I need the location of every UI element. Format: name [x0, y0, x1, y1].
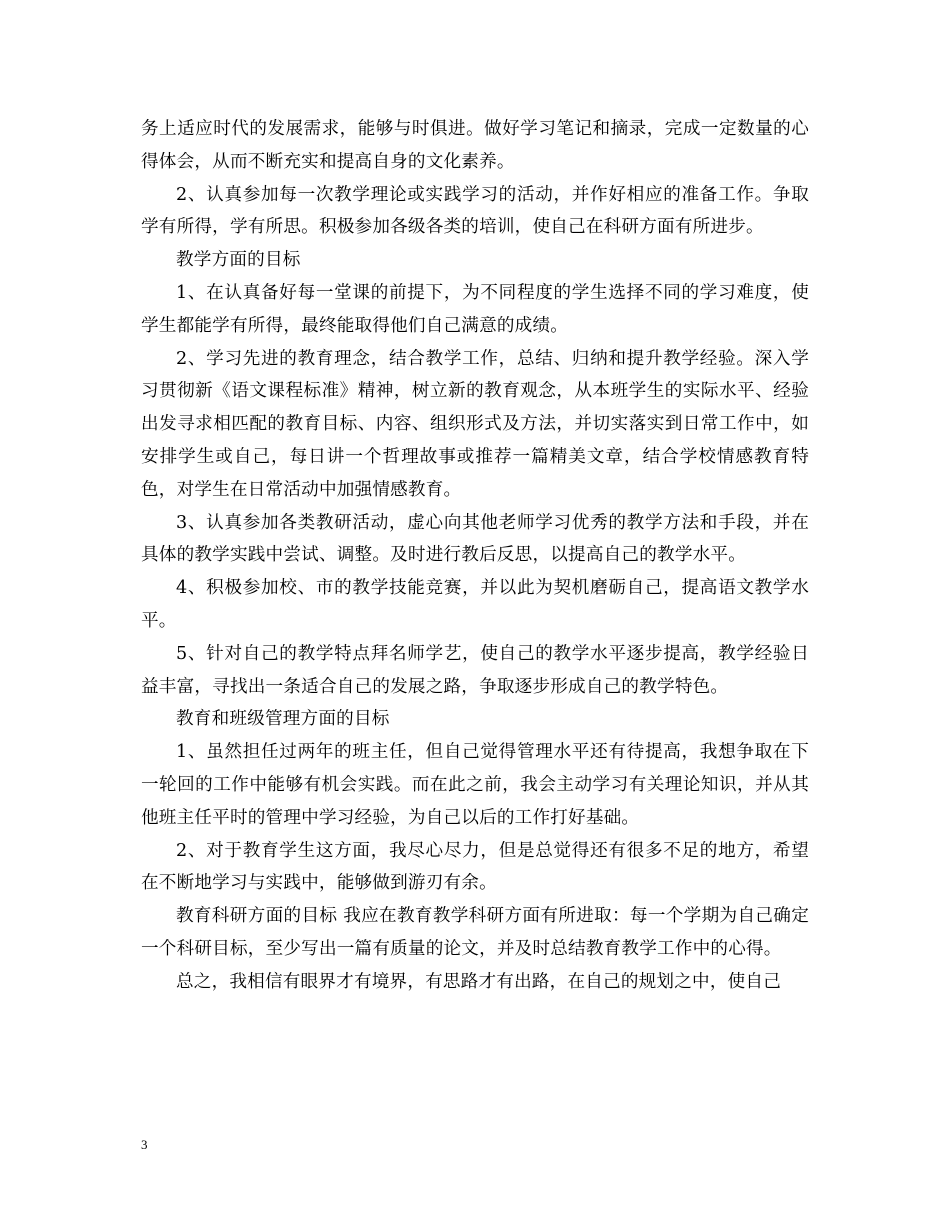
paragraph: 2、学习先进的教育理念，结合教学工作，总结、归纳和提升教学经验。深入学习贯彻新《语文课程标准》精神，树立新的教育观念，从本班学生的实际水平、经验出发寻求相匹配的教育目标、内容、组织形式及方法，并切实落实到日常工作中，如安排学生或自己，每日讲一个哲理故事或推荐一篇精美文章，结合学校情感教育特色，对学生在日常活动中加强情感教育。 [141, 348, 809, 500]
paragraph: 2、认真参加每一次教学理论或实践学习的活动，并作好相应的准备工作。争取学有所得，学有所思。积极参加各级各类的培训，使自己在科研方面有所进步。 [141, 184, 809, 238]
paragraph: 务上适应时代的发展需求，能够与时俱进。做好学习笔记和摘录，完成一定数量的心得体会，从而不断充实和提高自身的文化素养。 [141, 119, 809, 172]
paragraph: 2、对于教育学生这方面，我尽心尽力，但是总觉得还有很多不足的地方，希望在不断地学习与实践中，能够做到游刃有余。 [141, 840, 809, 894]
paragraph: 3、认真参加各类教研活动，虚心向其他老师学习优秀的教学方法和手段，并在具体的教学实践中尝试、调整。及时进行教后反思，以提高自己的教学水平。 [141, 512, 809, 566]
paragraph: 1、在认真备好每一堂课的前提下，为不同程度的学生选择不同的学习难度，使学生都能学有所得，最终能取得他们自己满意的成绩。 [141, 282, 809, 336]
paragraph: 5、针对自己的教学特点拜名师学艺，使自己的教学水平逐步提高，教学经验日益丰富，寻找出一条适合自己的发展之路，争取逐步形成自己的教学特色。 [141, 643, 809, 697]
page-number: 3 [141, 1137, 148, 1152]
section-heading: 教育和班级管理方面的目标 [176, 709, 390, 730]
paragraph: 教育科研方面的目标 我应在教育教学科研方面有所进取：每一个学期为自己确定一个科研目标，至少写出一篇有质量的论文，并及时总结教育教学工作中的心得。 [141, 906, 809, 959]
document-body [141, 113, 809, 999]
section-heading: 教学方面的目标 [176, 250, 301, 271]
paragraph: 总之，我相信有眼界才有境界，有思路才有出路，在自己的规划之中，使自己 [176, 971, 781, 992]
paragraph: 4、积极参加校、市的教学技能竞赛，并以此为契机磨砺自己，提高语文教学水平。 [141, 578, 809, 631]
paragraph: 1、虽然担任过两年的班主任，但自己觉得管理水平还有待提高，我想争取在下一轮回的工作中能够有机会实践。而在此之前，我会主动学习有关理论知识，并从其他班主任平时的管理中学习经验，为自己以后的工作打好基础。 [141, 742, 809, 828]
